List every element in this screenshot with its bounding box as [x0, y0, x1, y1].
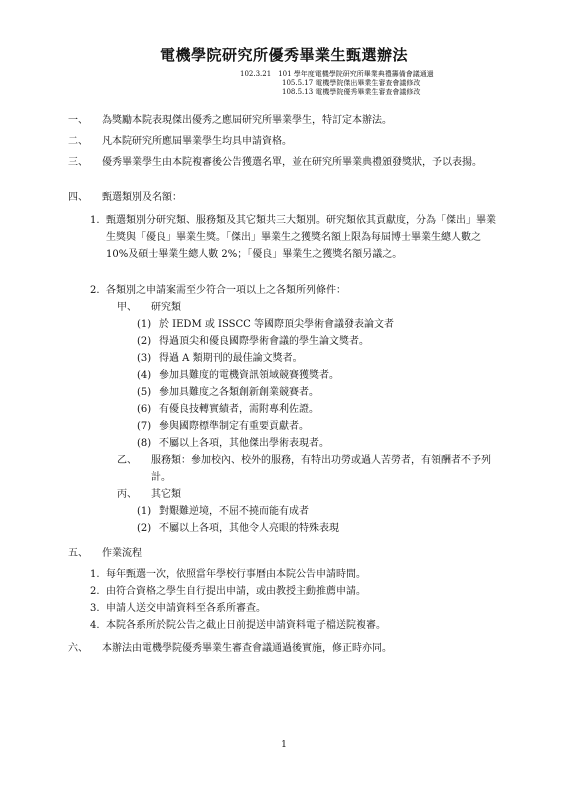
s5-item: 1. 每年甄選一次，依照當年學校行事曆由本院公告申請時間。: [90, 569, 366, 580]
s5-item: 3. 申請人送交申請資料至各系所審查。: [90, 603, 266, 614]
research-criterion: (8) 不屬以上各項，其他傑出學術表現者。: [137, 438, 329, 449]
document-title: 電機學院研究所優秀畢業生甄選辦法: [159, 46, 408, 64]
category-service: [117, 452, 507, 486]
item-text: 各類別之申請案需至少符合一項以上之各類所列條件：: [106, 285, 346, 296]
s5-item: 4. 本院各系所於院公告之截止日前提送申請資料電子檔送院複審。: [90, 620, 386, 631]
section-number: 一、: [68, 115, 88, 126]
section-2: [68, 133, 508, 150]
item-number: 1.: [90, 215, 100, 226]
research-criterion: (2) 得過頂尖和優良國際學術會議的學生論文獎者。: [137, 336, 369, 347]
item-text: 甄選類別分研究類、服務類及其它類共三大類別。研究類依其貢獻度，分為「傑出」畢業生獎與「優良」畢業生獎。「傑出」畢業生之獲獎名額上限為每屆博士畢業生總人數之 10%及碩士畢業生總人數 2%；「優良」畢業生之獲獎名額另議之。: [106, 215, 496, 260]
revision-note: 108.5.13 電機學院優秀畢業生審查會議修改: [282, 88, 421, 96]
research-criterion: (4) 參加具難度的電機資訊領域競賽獲獎者。: [137, 370, 339, 381]
category-other: [117, 486, 517, 503]
section-text: 作業流程: [102, 548, 142, 559]
category-label: 研究類: [151, 302, 181, 313]
section-text: 甄選類別及名額：: [102, 192, 182, 203]
section-3: [68, 154, 488, 171]
section-text: 優秀畢業學生由本院複審後公告獲選名單，並在研究所畢業典禮頒發獎狀，予以表揚。: [102, 157, 482, 168]
section-6: [68, 640, 508, 657]
page-number: 1: [281, 740, 287, 750]
category-number: 甲、: [117, 302, 137, 313]
section-text: 本辦法由電機學院優秀畢業生審查會議通過後實施，修正時亦同。: [102, 643, 392, 654]
other-criterion: (2) 不屬以上各項，其他令人亮眼的特殊表現: [137, 523, 339, 534]
revision-note: 105.5.17 電機學院傑出畢業生審查會議修改: [282, 79, 421, 87]
research-criterion: (1) 於 IEDM 或 ISSCC 等國際頂尖學術會議發表論文者: [137, 319, 394, 330]
research-criterion: (6) 有優良技轉實績者，需附專利佐證。: [137, 404, 319, 415]
section-1: [68, 112, 508, 129]
research-criterion: (3) 得過 A 類期刊的最佳論文獎者。: [137, 353, 303, 364]
section-text: 為獎勵本院表現傑出優秀之應屆研究所畢業學生，特訂定本辦法。: [102, 115, 392, 126]
revision-notes: [240, 70, 530, 97]
category-number: 丙、: [117, 489, 137, 500]
section-number: 三、: [68, 157, 88, 168]
section-text: 凡本院研究所應屆畢業學生均具申請資格。: [102, 136, 292, 147]
category-label: 服務類：參加校內、校外的服務，有特出功勞或過人苦勞者，有領酬者不予列計。: [151, 455, 491, 483]
category-label: 其它類: [151, 489, 181, 500]
s4-item-1: [90, 212, 502, 263]
section-number: 五、: [68, 548, 88, 559]
research-criterion: (7) 參與國際標準制定有重要貢獻者。: [137, 421, 309, 432]
category-research: [117, 299, 517, 316]
item-number: 2.: [90, 285, 100, 296]
s5-item: 2. 由符合資格之學生自行提出申請，或由教授主動推薦申請。: [90, 586, 366, 597]
section-number: 四、: [68, 192, 88, 203]
s4-item-2: [90, 282, 502, 299]
section-4: [68, 189, 508, 206]
section-number: 六、: [68, 643, 88, 654]
revision-note: 102.3.21 101 學年度電機學院研究所畢業典禮籌備會議通過: [240, 70, 434, 78]
category-number: 乙、: [117, 455, 137, 466]
section-5: [68, 545, 508, 562]
research-criterion: (5) 參加具難度之各類創新創業競賽者。: [137, 387, 319, 398]
other-criterion: (1) 對艱難逆境，不屈不撓而能有成者: [137, 506, 309, 517]
section-number: 二、: [68, 136, 88, 147]
